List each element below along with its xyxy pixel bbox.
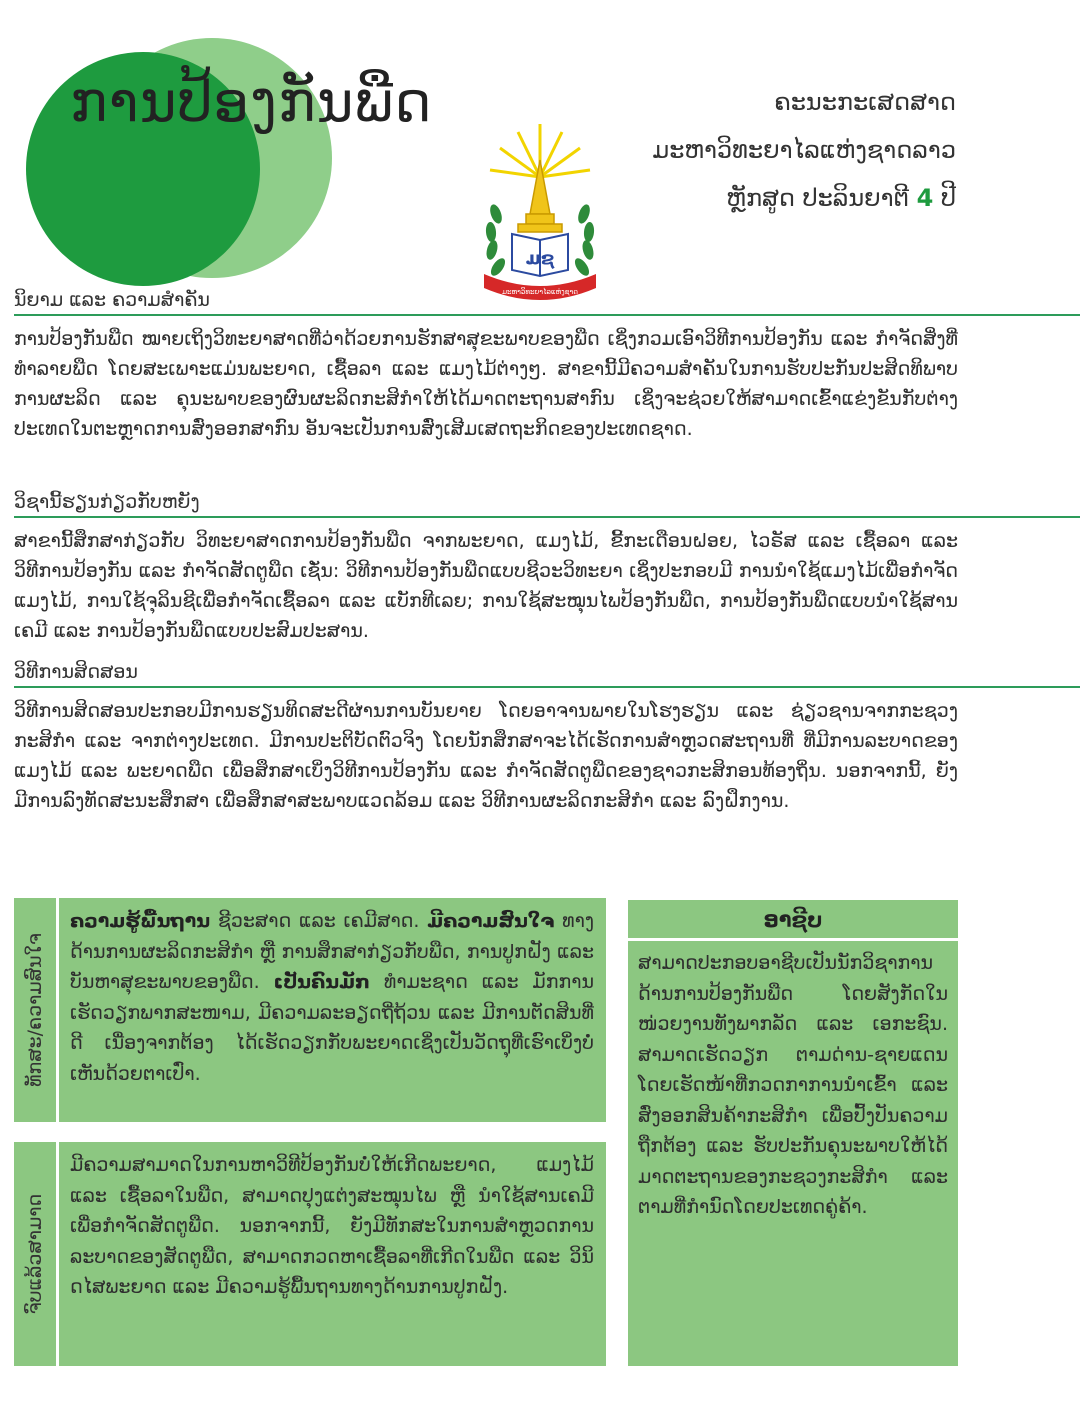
career-title: ອາຊີບ xyxy=(628,900,958,941)
outcome-label-text: ຈົບແລ້ວສາມາດ xyxy=(24,1193,46,1315)
course-duration xyxy=(652,174,956,222)
outcome-box xyxy=(14,1142,606,1366)
section-definition-heading: ນິຍາມ ແລະ ຄວາມສຳຄັນ xyxy=(14,288,1080,316)
aptitude-text-2: ທາງດ້ານການຜະລິດກະສິກຳ ຫຼື ການສຶກສາກ່ຽວກັບພືດ, ການປູກຝັງ ແລະ ບັນຫາສຸຂະພາບຂອງພືດ. xyxy=(70,910,594,993)
stupa-icon xyxy=(518,160,562,232)
faculty-name: ຄະນະກະເສດສາດ xyxy=(774,88,956,116)
section-teaching-body: ວິທີການສິດສອນປະກອບມີການຮຽນທິດສະດີຜ່ານການບັນຍາຍ ໂດຍອາຈານພາຍໃນໂຮງຮຽນ ແລະ ຊ່ຽວຊານຈາກກະຊວງກະສິກຳ ແລະ ຈາກຕ່າງປະເທດ. ມີການປະຕິບັດຕົວຈິງ ໂດຍນັກສຶກສາຈະໄດ້ເຮັດການສຳຫຼວດສະຖານທີ່ ທີ່ມີການລະບາດຂອງແມງໄມ້ ແລະ ພະຍາດພືດ ເພື່ອສຶກສາເບິ່ງວິທີການປ້ອງກັນ ແລະ ກຳຈັດສັດຕູພືດຂອງຊາວກະສິກອນທ້ອງຖິ່ນ. ນອກຈາກນີ້, ຍັງມີການລົງທັດສະນະສຶກສາ ເພື່ອສຶກສາສະພາບແວດລ້ອມ ແລະ ວິທີການຜະລິດກະສິກຳ ແລະ ລົງຝຶກງານ. xyxy=(14,700,958,812)
page-title: ການປ້ອງກັນພືດ xyxy=(70,70,433,135)
university-name: ມະຫາວິທະຍາໄລແຫ່ງຊາດລາວ xyxy=(652,136,956,164)
university-logo xyxy=(478,122,602,306)
course-label: ຫຼັກສູດ ປະລິນຍາຕີ xyxy=(726,184,910,212)
course-years: 4 xyxy=(916,184,934,212)
career-text: ສາມາດປະກອບອາຊີບເປັນນັກວິຊາການດ້ານການປ້ອງກັນພືດ ໂດຍສັງກັດໃນໜ່ວຍງານທັງພາກລັດ ແລະ ເອກະຊົນ. ສາມາດເຮັດວຽກ ຕາມດ່ານ-ຊາຍແດນ ໂດຍເຮັດໜ້າທີ່ກວດກາການນຳເຂົ້າ ແລະ ສົ່ງອອກສິນຄ້າກະສິກຳ ເພື່ອປົ້ງປັນຄວາມຖືກຕ້ອງ ແລະ ຮັບປະກັນຄຸນະພາບໃຫ້ໄດ້ມາດຕະຖານຂອງກະຊວງກະສິກຳ ແລະ ຕາມທີ່ກຳນົດໂດຍປະເທດຄູ່ຄ້າ. xyxy=(638,952,948,1218)
section-definition-body: ການປ້ອງກັນພືດ ໝາຍເຖິງວິທະຍາສາດທີ່ວ່າດ້ວຍການຮັກສາສຸຂະພາບຂອງພືດ ເຊິ່ງກວມເອົາວິທີການປ້ອງກັນ ແລະ ກຳຈັດສິ່ງທີ່ທຳລາຍພືດ ໂດຍສະເພາະແມ່ນພະຍາດ, ເຊື້ອລາ ແລະ ແມງໄມ້ຕ່າງໆ. ສາຂານີ້ມີຄວາມສຳຄັນໃນການຮັບປະກັນປະສິດທິພາບການຜະລິດ ແລະ ຄຸນະພາບຂອງຜົນຜະລິດກະສິກຳໃຫ້ໄດ້ມາດຕະຖານສາກົນ ເຊິ່ງຈະຊ່ວຍໃຫ້ສາມາດເຂົ້າແຂ່ງຂັນກັບຕ່າງປະເທດໃນຕະຫຼາດການສົ່ງອອກສາກົນ ອັນຈະເປັນການສົ່ງເສີມເສດຖະກິດຂອງປະເທດຊາດ. xyxy=(14,328,958,440)
aptitude-box-label xyxy=(14,898,59,1122)
aptitude-bold-3: ເປັນຄົນມັກ xyxy=(273,971,371,993)
section-teaching-heading: ວິທີການສິດສອນ xyxy=(14,660,1080,688)
aptitude-bold-1: ຄວາມຮູ້ພື້ນຖານ xyxy=(70,910,211,932)
outcome-text: ມີຄວາມສາມາດໃນການຫາວິທີປ້ອງກັນບໍ່ໃຫ້ເກີດພະຍາດ, ແມງໄມ້ ແລະ ເຊື້ອລາໃນພືດ, ສາມາດປຸງແຕ່ງສະໝຸນໄພ ຫຼື ນຳໃຊ້ສານເຄມີເພື່ອກຳຈັດສັດຕູພືດ. ນອກຈາກນີ້, ຍັງມີທັກສະໃນການສຳຫຼວດການລະບາດຂອງສັດຕູພືດ, ສາມາດກວດຫາເຊື້ອລາທີ່ເກີດໃນພືດ ແລະ ວິນິດໄສພະຍາດ ແລະ ມີຄວາມຮູ້ພື້ນຖານທາງດ້ານການປູກຝັງ. xyxy=(70,1154,594,1298)
course-unit: ປີ xyxy=(941,184,956,212)
logo-letters: ມຊ xyxy=(525,248,555,269)
section-curriculum-body: ສາຂານີ້ສຶກສາກ່ຽວກັບ ວິທະຍາສາດການປ້ອງກັນພືດ ຈາກພະຍາດ, ແມງໄມ້, ຂີ້ກະເດືອນຝອຍ, ໄວຣັສ ແລະ ເຊື້ອລາ ແລະ ວິທີການປ້ອງກັນ ແລະ ກຳຈັດສັດຕູພືດ ເຊັ່ນ: ວິທີການປ້ອງກັນພືດແບບຊີວະວິທະຍາ ເຊິ່ງປະກອບມີ ການນຳໃຊ້ແມງໄມ້ເພື່ອກຳຈັດແມງໄມ້, ການໃຊ້ຈຸລິນຊີເພື່ອກຳຈັດເຊື້ອລາ ແລະ ແບັກທີເລຍ; ການໃຊ້ສະໝຸນໄພປ້ອງກັນພືດ, ການປ້ອງກັນພືດແບບນຳໃຊ້ສານເຄມີ ແລະ ການປ້ອງກັນພືດແບບປະສົມປະສານ. xyxy=(14,530,958,642)
aptitude-text-1: ຊີວະສາດ ແລະ ເຄມີສາດ. xyxy=(210,910,428,932)
aptitude-text xyxy=(70,906,594,1089)
logo-ribbon-text: ມະຫາວິທະຍາໄລແຫ່ງຊາດ xyxy=(502,288,578,296)
career-box xyxy=(628,900,958,1366)
aptitude-bold-2: ມີຄວາມສົນໃຈ xyxy=(427,910,555,932)
aptitude-label-text: ທັກສະ/ຄວາມສົນໃຈ xyxy=(24,933,46,1087)
aptitude-text-3: ທຳມະຊາດ ແລະ ມັກການເຮັດວຽກພາກສະໜາມ, ມີຄວາມລະອຽດຖີ່ຖ້ວນ ແລະ ມີການຕັດສິນທີ່ດີ ເນື່ອງຈາກຕ້ອງ ໄດ້ເຮັດວຽກກັບພະຍາດເຊິ່ງເປັນວັດຖຸທີ່ເຮົາເບິ່ງບໍ່ເຫັນດ້ວຍຕາເປົ່າ. xyxy=(70,971,594,1085)
outcome-box-label xyxy=(14,1142,59,1366)
aptitude-box xyxy=(14,898,606,1122)
header-info xyxy=(652,78,956,222)
section-curriculum-heading: ວິຊານີ້ຮຽນກ່ຽວກັບຫຍັງ xyxy=(14,490,1080,518)
